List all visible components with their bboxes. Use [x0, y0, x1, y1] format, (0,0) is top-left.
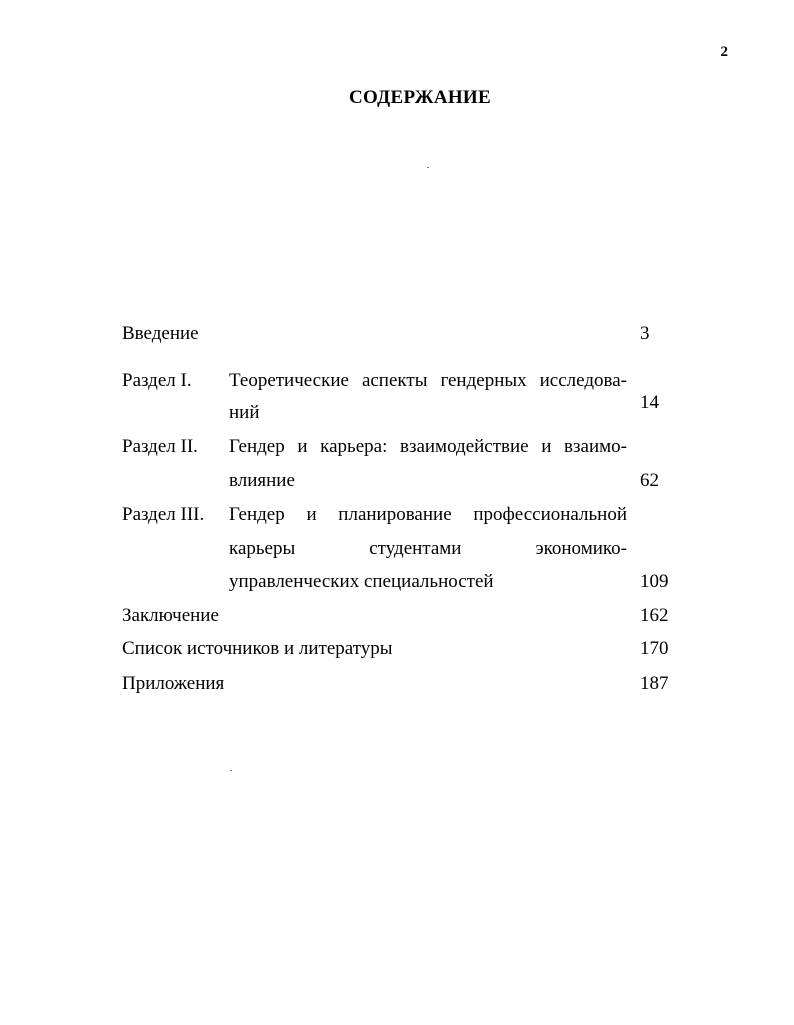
- page-number: 2: [720, 44, 728, 60]
- word: аспекты: [361, 370, 428, 391]
- toc-entry-title-line: [229, 435, 627, 459]
- toc-entry-sources: [122, 637, 670, 661]
- word: Теоретические: [229, 370, 349, 391]
- toc-entry-label: Раздел I.: [122, 370, 192, 391]
- toc-entry-page: 170: [640, 638, 669, 659]
- toc-entry-page: 62: [640, 470, 659, 491]
- toc-entry-page: 162: [640, 605, 669, 626]
- word: и: [306, 504, 317, 525]
- word: и: [297, 436, 308, 457]
- toc-entry-label: Введение: [122, 323, 199, 344]
- page-title: СОДЕРЖАНИЕ: [349, 87, 491, 108]
- toc-entry-title-line: [229, 503, 627, 527]
- word: взаимодействие: [399, 436, 529, 457]
- word: Гендер: [229, 504, 285, 525]
- toc-entry-label: Приложения: [122, 673, 225, 694]
- toc-entry-label: Заключение: [122, 605, 219, 626]
- toc-entry-intro: [122, 322, 670, 346]
- toc-entry-page: 3: [640, 323, 650, 344]
- toc-entry-label: Раздел II.: [122, 436, 198, 457]
- toc-entry-title-line: [229, 369, 627, 393]
- toc-entry-label: Раздел III.: [122, 504, 205, 525]
- toc-entry-section-3-cont: [122, 537, 670, 561]
- toc-entry-section-2: [122, 435, 670, 459]
- word: и: [541, 436, 552, 457]
- word: планирование: [338, 504, 452, 525]
- toc-entry-section-1: [122, 369, 670, 393]
- toc-entry-page: 109: [640, 571, 669, 592]
- toc-entry-appendices: [122, 672, 670, 696]
- word: студентами: [369, 538, 462, 559]
- toc-entry-label: Список источников и литературы: [122, 638, 393, 659]
- scan-speck: [427, 167, 429, 168]
- toc-entry-section-3: [122, 503, 670, 527]
- word: экономико-: [535, 538, 627, 559]
- word: взаимо-: [564, 436, 627, 457]
- word: карьеры: [229, 538, 296, 559]
- toc-entry-title-line: управленческих специальностей: [229, 571, 494, 592]
- toc-entry-conclusion: [122, 604, 670, 628]
- toc-entry-page: 187: [640, 673, 669, 694]
- word: исследова-: [539, 370, 627, 391]
- toc-entry-title-line: влияние: [229, 470, 295, 491]
- toc-entry-title-line: ний: [229, 402, 260, 423]
- toc-entry-section-1-page: [122, 391, 670, 415]
- toc-entry-title-line: [229, 537, 627, 561]
- scan-speck: [230, 770, 232, 771]
- word: гендерных: [440, 370, 527, 391]
- toc-entry-section-2-cont: [122, 469, 670, 493]
- toc-entry-section-3-end: [122, 570, 670, 594]
- word: профессиональной: [473, 504, 627, 525]
- toc-entry-page: 14: [640, 392, 659, 413]
- word: Гендер: [229, 436, 285, 457]
- word: карьера:: [320, 436, 388, 457]
